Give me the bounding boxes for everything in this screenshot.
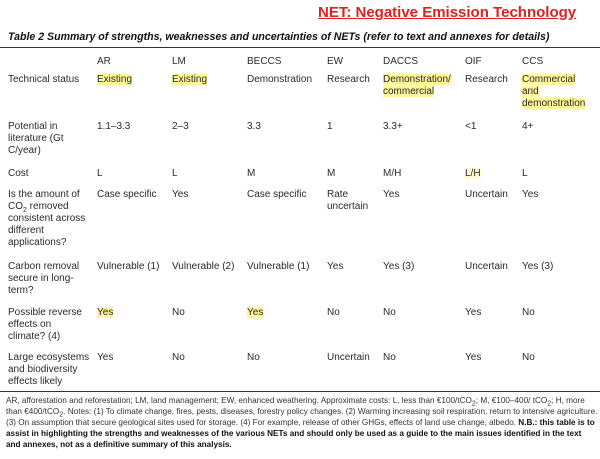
col-header-ar: AR — [97, 56, 111, 67]
cell-beccs-consistent: Case specific — [247, 189, 307, 200]
cell-ew-consistent: Rate uncertain — [327, 189, 369, 212]
col-header-oif: OIF — [465, 56, 482, 67]
row-label-potential: Potential in literature (Gt C/year) — [8, 121, 64, 156]
row-label-co2-consistent: Is the amount of $CO_2$ removed consistent across different applications? — [8, 189, 86, 248]
col-header-ew: EW — [327, 56, 344, 67]
cell-daccs-potential: 3.3+ — [383, 121, 403, 132]
cell-oif-technical-status: Research — [465, 74, 508, 85]
col-header-lm: LM — [172, 56, 186, 67]
cell-beccs-potential: 3.3 — [247, 121, 261, 132]
cell-daccs-secure: Yes (3) — [383, 261, 415, 272]
cell-ar-technical-status: Existing — [97, 74, 133, 85]
cell-oif-secure: Uncertain — [465, 261, 508, 272]
row-label-carbon-secure: Carbon removal secure in long-term? — [8, 261, 80, 296]
cell-beccs-ecosystems: No — [247, 352, 260, 363]
cell-daccs-ecosystems: No — [383, 352, 396, 363]
table-caption: Table 2 Summary of strengths, weaknesses and uncertainties of NETs (refer to text and annexes for details) — [8, 31, 550, 43]
cell-ccs-ecosystems: No — [522, 352, 535, 363]
cell-daccs-cost: M/H — [383, 168, 402, 179]
cell-ew-cost: M — [327, 168, 336, 179]
cell-beccs-secure: Vulnerable (1) — [247, 261, 310, 272]
cell-oif-ecosystems: Yes — [465, 352, 482, 363]
col-header-ccs: CCS — [522, 56, 544, 67]
cell-ar-secure: Vulnerable (1) — [97, 261, 160, 272]
cell-ew-secure: Yes — [327, 261, 344, 272]
row-label-technical-status: Technical status — [8, 74, 80, 85]
cell-lm-ecosystems: No — [172, 352, 185, 363]
cell-beccs-cost: M — [247, 168, 256, 179]
cell-beccs-technical-status: Demonstration — [247, 74, 313, 85]
cell-ew-reverse: No — [327, 307, 340, 318]
cell-ar-ecosystems: Yes — [97, 352, 114, 363]
row-label-cost: Cost — [8, 168, 29, 179]
table-bottom-rule — [0, 391, 600, 392]
cell-lm-potential: 2–3 — [172, 121, 189, 132]
cell-daccs-consistent: Yes — [383, 189, 400, 200]
cell-lm-secure: Vulnerable (2) — [172, 261, 235, 272]
cell-oif-potential: <1 — [465, 121, 477, 132]
cell-ccs-reverse: No — [522, 307, 535, 318]
cell-ccs-secure: Yes (3) — [522, 261, 554, 272]
col-header-beccs: BECCS — [247, 56, 282, 67]
cell-beccs-reverse: Yes — [247, 307, 264, 318]
cell-ccs-potential: 4+ — [522, 121, 534, 132]
cell-ew-ecosystems: Uncertain — [327, 352, 370, 363]
table-footnote: AR, afforestation and reforestation; LM, land management; EW, enhanced weathering. Approximate costs: L, less than €100/tCO$_2$; M, €100–400/ tCO$_2$; H, more than €400/tCO$_2$. Notes: (1) To climate change, fires, pests, diseases, forestry policy changes. (2) Warming increasing soil respiration, return to intensive agriculture. (3) On assumption that secure geological sites used for storage. (4) For example, release of other GHGs, effects of land use change, albedo. N.B.: this table is to assist in highlighting the strengths and weaknesses of the various NETs and should only be used as a guide to the main issues identified in the text and annexes, not as a definitive summary of this analysis. — [6, 396, 598, 449]
banner-title: NET: Negative Emission Technology — [318, 4, 577, 21]
cell-ew-potential: 1 — [327, 121, 333, 132]
cell-lm-cost: L — [172, 168, 178, 179]
table-top-rule — [0, 47, 600, 48]
cell-oif-cost: L/H — [465, 168, 481, 179]
cell-daccs-reverse: No — [383, 307, 396, 318]
footnote-nb: N.B.: this table is to assist in highlighting the strengths and weaknesses of the various NETs and should only be used as a guide to the main issues identified in the text and annexes, not as a definitive summary of this analysis. — [6, 418, 595, 449]
cell-ar-reverse: Yes — [97, 307, 114, 318]
cell-ar-consistent: Case specific — [97, 189, 157, 200]
cell-ccs-technical-status: Commercial and demonstration — [522, 74, 586, 109]
row-label-reverse-effects: Possible reverse effects on climate? (4) — [8, 307, 82, 342]
cell-lm-reverse: No — [172, 307, 185, 318]
cell-ccs-cost: L — [522, 168, 528, 179]
cell-daccs-technical-status: Demonstration/ commercial — [383, 74, 451, 97]
cell-ar-cost: L — [97, 168, 103, 179]
cell-lm-consistent: Yes — [172, 189, 189, 200]
cell-oif-consistent: Uncertain — [465, 189, 508, 200]
cell-ar-potential: 1.1–3.3 — [97, 121, 131, 132]
cell-ccs-consistent: Yes — [522, 189, 539, 200]
col-header-daccs: DACCS — [383, 56, 419, 67]
cell-oif-reverse: Yes — [465, 307, 482, 318]
cell-ew-technical-status: Research — [327, 74, 370, 85]
cell-lm-technical-status: Existing — [172, 74, 208, 85]
row-label-ecosystems: Large ecosystems and biodiversity effects likely — [8, 352, 90, 387]
